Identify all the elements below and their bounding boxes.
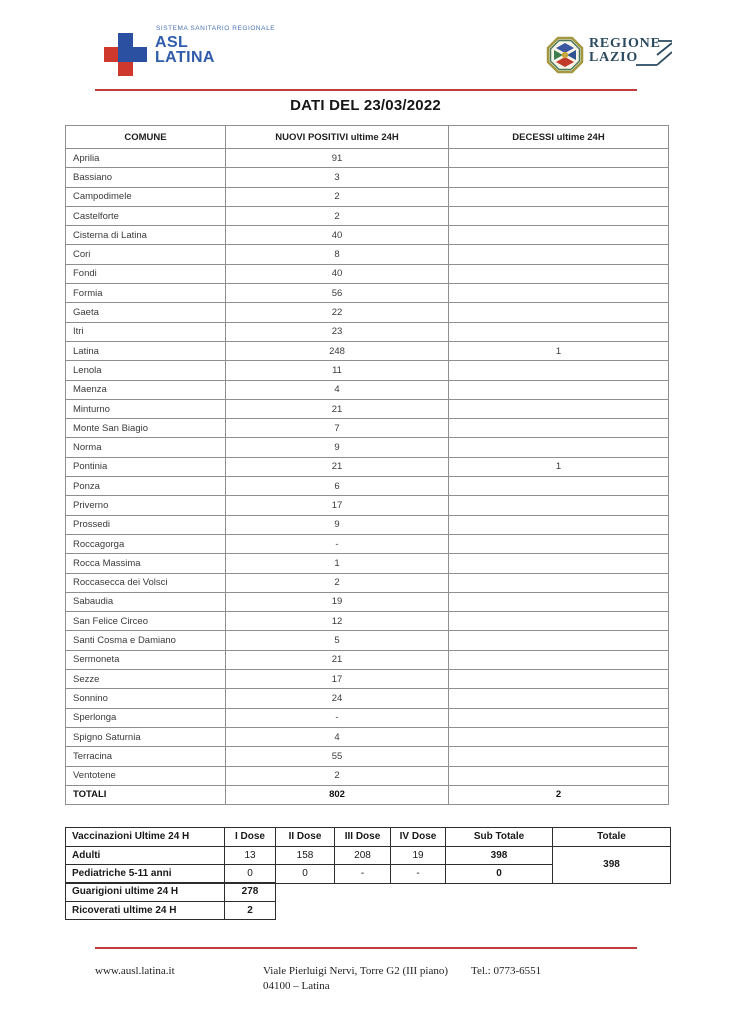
- decessi-cell: [449, 149, 669, 168]
- comune-cell: Sabaudia: [66, 592, 226, 611]
- comune-cell: Spigno Saturnia: [66, 727, 226, 746]
- table-row: [66, 727, 669, 746]
- sistema-sanitario-label: SISTEMA SANITARIO REGIONALE: [156, 25, 276, 32]
- comune-cell: Cisterna di Latina: [66, 226, 226, 245]
- vax-header-dose1: I Dose: [225, 828, 276, 847]
- table-row: [66, 766, 669, 785]
- comune-cell: Ponza: [66, 477, 226, 496]
- decessi-cell: [449, 380, 669, 399]
- totals-decessi: 2: [449, 785, 669, 804]
- decessi-cell: [449, 477, 669, 496]
- comune-cell: Santi Cosma e Damiano: [66, 631, 226, 650]
- comune-cell: Pontinia: [66, 457, 226, 476]
- comune-cell: Roccagorga: [66, 534, 226, 553]
- comune-table: [65, 125, 669, 805]
- comune-cell: Terracina: [66, 747, 226, 766]
- table-row: [66, 689, 669, 708]
- positivi-cell: 17: [226, 496, 449, 515]
- positivi-cell: 5: [226, 631, 449, 650]
- table-row: [66, 226, 669, 245]
- positivi-cell: 19: [226, 592, 449, 611]
- regione-lazio-mark-icon: [634, 38, 672, 68]
- table-row: [66, 149, 669, 168]
- vax-header-dose4: IV Dose: [391, 828, 446, 847]
- comune-cell: Itri: [66, 322, 226, 341]
- decessi-cell: [449, 689, 669, 708]
- comune-cell: Minturno: [66, 399, 226, 418]
- positivi-cell: 9: [226, 438, 449, 457]
- table-row: [66, 438, 669, 457]
- table-row: [66, 457, 669, 476]
- decessi-cell: [449, 187, 669, 206]
- pediatriche-subtotale: 0: [446, 865, 553, 884]
- decessi-cell: [449, 399, 669, 418]
- pediatriche-dose2: 0: [276, 865, 335, 884]
- positivi-cell: 4: [226, 727, 449, 746]
- asl-latina-cross-icon: [104, 33, 147, 76]
- positivi-cell: 2: [226, 573, 449, 592]
- footer-address: [263, 964, 448, 994]
- comune-cell: Norma: [66, 438, 226, 457]
- vax-header-dose3: III Dose: [335, 828, 391, 847]
- positivi-cell: 11: [226, 361, 449, 380]
- table-row: [66, 612, 669, 631]
- ricoverati-label: Ricoverati ultime 24 H: [66, 901, 225, 920]
- positivi-cell: 55: [226, 747, 449, 766]
- regione-line: REGIONE: [589, 36, 661, 51]
- decessi-cell: 1: [449, 341, 669, 360]
- vax-header-subtotale: Sub Totale: [446, 828, 553, 847]
- table-row: [66, 284, 669, 303]
- positivi-cell: 23: [226, 322, 449, 341]
- decessi-cell: [449, 226, 669, 245]
- pediatriche-dose1: 0: [225, 865, 276, 884]
- decessi-cell: [449, 766, 669, 785]
- guarigioni-row: [66, 883, 276, 902]
- decessi-cell: [449, 245, 669, 264]
- positivi-cell: 1: [226, 554, 449, 573]
- decessi-cell: [449, 496, 669, 515]
- table-row: [66, 534, 669, 553]
- lazio-line: LAZIO: [589, 49, 639, 65]
- positivi-cell: 2: [226, 766, 449, 785]
- decessi-cell: [449, 612, 669, 631]
- comune-cell: Sonnino: [66, 689, 226, 708]
- comune-cell: Sperlonga: [66, 708, 226, 727]
- comune-table-body: [66, 149, 669, 786]
- comune-cell: Lenola: [66, 361, 226, 380]
- comune-cell: Bassiano: [66, 168, 226, 187]
- comune-cell: San Felice Circeo: [66, 612, 226, 631]
- guarigioni-ricoverati-table: [65, 882, 276, 920]
- decessi-cell: [449, 168, 669, 187]
- col-header-decessi: DECESSI ultime 24H: [449, 126, 669, 149]
- pediatriche-dose4: -: [391, 865, 446, 884]
- positivi-cell: 6: [226, 477, 449, 496]
- decessi-cell: 1: [449, 457, 669, 476]
- ricoverati-value: 2: [225, 901, 276, 920]
- table-row: [66, 554, 669, 573]
- positivi-cell: 21: [226, 457, 449, 476]
- ricoverati-row: [66, 901, 276, 920]
- vaccination-header-row: [66, 828, 671, 847]
- vaccination-table: [65, 827, 671, 884]
- positivi-cell: 21: [226, 399, 449, 418]
- positivi-cell: 22: [226, 303, 449, 322]
- decessi-cell: [449, 650, 669, 669]
- comune-cell: Prossedi: [66, 515, 226, 534]
- positivi-cell: 3: [226, 168, 449, 187]
- vaccination-row-adulti: [66, 846, 671, 865]
- vaccination-section: [65, 827, 671, 920]
- table-row: [66, 380, 669, 399]
- comune-cell: Gaeta: [66, 303, 226, 322]
- table-row: [66, 496, 669, 515]
- vax-header-totale: Totale: [553, 828, 671, 847]
- table-row: [66, 419, 669, 438]
- footer-website: www.ausl.latina.it: [95, 965, 175, 977]
- positivi-cell: 2: [226, 187, 449, 206]
- adulti-dose3: 208: [335, 846, 391, 865]
- comune-cell: Maenza: [66, 380, 226, 399]
- adulti-label: Adulti: [66, 846, 225, 865]
- comune-cell: Priverno: [66, 496, 226, 515]
- comune-cell: Latina: [66, 341, 226, 360]
- table-row: [66, 168, 669, 187]
- totals-row: [66, 785, 669, 804]
- table-row: [66, 206, 669, 225]
- footer-phone: Tel.: 0773-6551: [471, 965, 542, 977]
- table-row: [66, 341, 669, 360]
- decessi-cell: [449, 419, 669, 438]
- table-row: [66, 670, 669, 689]
- table-row: [66, 747, 669, 766]
- positivi-cell: 2: [226, 206, 449, 225]
- pediatriche-label: Pediatriche 5-11 anni: [66, 865, 225, 884]
- asl-line: ASL: [155, 34, 189, 51]
- comune-cell: Cori: [66, 245, 226, 264]
- decessi-cell: [449, 361, 669, 380]
- decessi-cell: [449, 573, 669, 592]
- decessi-cell: [449, 303, 669, 322]
- positivi-cell: -: [226, 534, 449, 553]
- table-row: [66, 399, 669, 418]
- positivi-cell: 12: [226, 612, 449, 631]
- comune-cell: Fondi: [66, 264, 226, 283]
- decessi-cell: [449, 284, 669, 303]
- table-row: [66, 245, 669, 264]
- decessi-cell: [449, 322, 669, 341]
- positivi-cell: 17: [226, 670, 449, 689]
- vax-header-dose2: II Dose: [276, 828, 335, 847]
- comune-cell: Formia: [66, 284, 226, 303]
- adulti-subtotale: 398: [446, 846, 553, 865]
- table-row: [66, 708, 669, 727]
- guarigioni-value: 278: [225, 883, 276, 902]
- table-row: [66, 477, 669, 496]
- positivi-cell: 248: [226, 341, 449, 360]
- latina-line: LATINA: [155, 48, 215, 66]
- positivi-cell: 40: [226, 226, 449, 245]
- positivi-cell: 24: [226, 689, 449, 708]
- comune-cell: Campodimele: [66, 187, 226, 206]
- positivi-cell: 9: [226, 515, 449, 534]
- table-row: [66, 592, 669, 611]
- table-row: [66, 515, 669, 534]
- decessi-cell: [449, 206, 669, 225]
- positivi-cell: 7: [226, 419, 449, 438]
- comune-cell: Roccasecca dei Volsci: [66, 573, 226, 592]
- totals-label: TOTALI: [66, 785, 226, 804]
- table-row: [66, 264, 669, 283]
- positivi-cell: 4: [226, 380, 449, 399]
- footer-address-line2: 04100 – Latina: [263, 980, 330, 992]
- page-title: DATI DEL 23/03/2022: [290, 97, 441, 114]
- adulti-dose2: 158: [276, 846, 335, 865]
- adulti-dose4: 19: [391, 846, 446, 865]
- decessi-cell: [449, 747, 669, 766]
- comune-cell: Castelforte: [66, 206, 226, 225]
- comune-cell: Monte San Biagio: [66, 419, 226, 438]
- comune-cell: Sezze: [66, 670, 226, 689]
- table-row: [66, 303, 669, 322]
- comune-cell: Aprilia: [66, 149, 226, 168]
- comune-table-header-row: [66, 126, 669, 149]
- footer-divider: [95, 947, 637, 949]
- decessi-cell: [449, 264, 669, 283]
- decessi-cell: [449, 554, 669, 573]
- positivi-cell: 91: [226, 149, 449, 168]
- decessi-cell: [449, 515, 669, 534]
- table-row: [66, 631, 669, 650]
- decessi-cell: [449, 670, 669, 689]
- decessi-cell: [449, 727, 669, 746]
- table-row: [66, 573, 669, 592]
- positivi-cell: 21: [226, 650, 449, 669]
- asl-latina-wordmark: [155, 36, 215, 65]
- pediatriche-dose3: -: [335, 865, 391, 884]
- col-header-nuovi-positivi: NUOVI POSITIVI ultime 24H: [226, 126, 449, 149]
- vax-header-label: Vaccinazioni Ultime 24 H: [66, 828, 225, 847]
- adulti-dose1: 13: [225, 846, 276, 865]
- col-header-comune: COMUNE: [66, 126, 226, 149]
- table-row: [66, 361, 669, 380]
- vaccination-totale: 398: [553, 846, 671, 883]
- positivi-cell: 40: [226, 264, 449, 283]
- positivi-cell: 8: [226, 245, 449, 264]
- regione-lazio-emblem-icon: [546, 36, 584, 74]
- comune-cell: Ventotene: [66, 766, 226, 785]
- footer-address-line1: Viale Pierluigi Nervi, Torre G2 (III piano): [263, 965, 449, 977]
- guarigioni-label: Guarigioni ultime 24 H: [66, 883, 225, 902]
- positivi-cell: 56: [226, 284, 449, 303]
- table-row: [66, 187, 669, 206]
- totals-positivi: 802: [226, 785, 449, 804]
- decessi-cell: [449, 534, 669, 553]
- comune-cell: Sermoneta: [66, 650, 226, 669]
- comune-cell: Rocca Massima: [66, 554, 226, 573]
- decessi-cell: [449, 592, 669, 611]
- table-row: [66, 322, 669, 341]
- positivi-cell: -: [226, 708, 449, 727]
- decessi-cell: [449, 631, 669, 650]
- table-row: [66, 650, 669, 669]
- header-divider: [95, 89, 637, 91]
- decessi-cell: [449, 438, 669, 457]
- decessi-cell: [449, 708, 669, 727]
